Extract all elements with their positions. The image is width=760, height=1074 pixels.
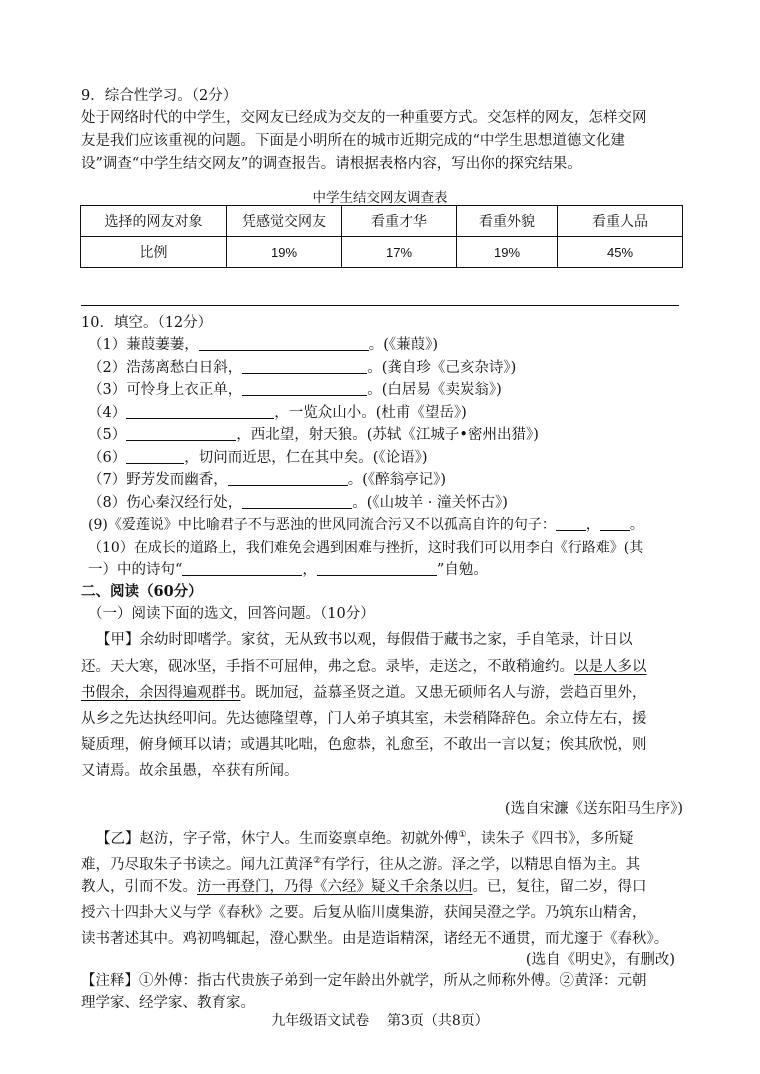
yi-line-4: 授六十四卦大义与学《春秋》之要。后复从临川虞集游，获闻吴澄之学。乃筑东山精舍， — [81, 905, 647, 921]
fill-item-source: 。(《醉翁亭记》) — [347, 472, 447, 488]
footnote-mark: ② — [313, 856, 322, 866]
jia-line-5 — [81, 734, 683, 756]
dotted-character: 邃 — [574, 931, 589, 947]
fill-item-4 — [88, 402, 688, 424]
passage-text: 于《春秋》。 — [588, 931, 669, 947]
fill-blank[interactable] — [199, 334, 369, 351]
table-cell: 17% — [342, 237, 457, 268]
table-cell: 19% — [227, 237, 342, 268]
jia-line-4: 从乡之先达执经叩问。先达德隆望尊，门人弟子填其室，未尝稍降辞色。余立侍左右，援 — [81, 711, 647, 727]
jia-line-3 — [81, 682, 683, 704]
fill-item-source: ，切问而近思，仁在其中矣。(《论语》) — [184, 450, 428, 466]
passage-text: 读书著述其中。鸡初鸣辄起，澄心默坐。由是造诣精深，诸经无不通贯，而尤 — [81, 931, 574, 947]
fill-blank[interactable] — [126, 402, 274, 419]
fill-item-text: (9)《爱莲说》中比喻君子不与恶浊的世风同流合污又不以孤高自许的句子： — [88, 517, 556, 533]
fill-item-10-line-1: （10）在成长的道路上，我们难免会遇到困难与挫折，这时我们可以用李白《行路难》(其 — [88, 540, 644, 556]
footnote-mark: ① — [458, 830, 467, 840]
fill-blank[interactable] — [126, 447, 184, 464]
survey-table-data-row — [81, 237, 683, 268]
table-cell: 45% — [558, 237, 683, 268]
yi-line-1 — [96, 824, 680, 850]
survey-table-caption: 中学生结交网友调查表 — [312, 190, 448, 206]
passage-text: 。既加冠，益慕圣贤之道。又患无硕师名人与游，尝趋百里外， — [240, 685, 647, 701]
yi-line-2 — [81, 850, 683, 876]
fill-item-text: （3）可怜身上衣正单， — [88, 382, 243, 398]
fill-blank[interactable] — [600, 514, 630, 531]
fill-blank[interactable] — [126, 424, 236, 441]
fill-item-10-line-2 — [88, 559, 688, 581]
fill-item-source: 。(白居易《卖炭翁》) — [367, 382, 502, 398]
jia-line-2 — [81, 656, 683, 678]
page-footer: 九年级语文试卷 第3页（共8页） — [271, 1013, 489, 1029]
q9-title: 9．综合性学习。（2分） — [81, 88, 238, 104]
section-2-title: 二、阅读（60分） — [81, 583, 203, 600]
fill-item-7 — [88, 469, 688, 491]
table-header-cell: 看重外貌 — [457, 206, 558, 237]
fill-blank[interactable] — [228, 469, 348, 486]
passage-text: 。已，复往，留二岁，得口 — [472, 879, 647, 895]
passage-text: 教人，引而不发。 — [81, 879, 197, 895]
table-header-cell: 看重才华 — [342, 206, 457, 237]
fill-blank[interactable] — [242, 379, 367, 396]
fill-item-1 — [88, 334, 688, 356]
fill-item-5 — [88, 424, 688, 446]
fill-item-end: ”自勉。 — [436, 562, 488, 578]
fill-blank[interactable] — [182, 559, 302, 576]
q10-title: 10．填空。（12分） — [81, 315, 213, 331]
survey-table — [80, 205, 683, 268]
table-row-label: 比例 — [81, 237, 227, 268]
yi-line-3 — [81, 876, 683, 898]
fill-item-2 — [88, 357, 688, 379]
passage-text: 疑质理，俯身倾耳以请；或遇其叱咄，色愈恭，礼愈至，不敢出一言以复； — [81, 737, 560, 753]
underlined-sentence: 以是人多以 — [574, 659, 647, 675]
fill-item-end: 。 — [629, 517, 644, 533]
fill-item-text: （7）野芳发而幽香， — [88, 472, 228, 488]
passage-text: 难，乃尽取朱子书读之。闻九江黄泽 — [81, 856, 313, 873]
passage-text: ，读朱子《四书》，多所疑 — [466, 830, 634, 847]
jia-source: (选自宋濂《送东阳马生序》) — [504, 801, 683, 817]
fill-item-3 — [88, 379, 688, 401]
fill-item-text: （1）蒹葭萋萋， — [88, 337, 199, 353]
jia-line-1: 【甲】余幼时即嗜学。家贫，无从致书以观，每假借于藏书之家，手自笔录，计日以 — [96, 632, 633, 648]
yi-line-5 — [81, 928, 683, 950]
fill-item-text: （6） — [88, 450, 127, 466]
passage-text: 还。天大寒，砚冰坚，手指不可屈伸，弗之怠。录毕，走送之，不敢稍逾约。 — [81, 659, 574, 675]
yi-source: (选自《明史》，有删改) — [525, 952, 675, 968]
fill-item-text: （2）浩荡离愁白日斜， — [88, 360, 243, 376]
notes-line-1: 【注释】①外傅：指古代贵族子弟到一定年龄出外就学，所从之师称外傅。②黄泽：元朝 — [81, 973, 647, 989]
underlined-sentence: 书假余，余因得遍观群书 — [81, 685, 241, 701]
fill-item-source: 。(《山坡羊 · 潼关怀古》) — [352, 495, 508, 511]
fill-item-8 — [88, 492, 688, 514]
fill-item-text: （5） — [88, 427, 127, 443]
jia-line-6: 又请焉。故余虽愚，卒获有所闻。 — [81, 763, 299, 779]
fill-item-source: 。(《蒹葭》) — [368, 337, 439, 353]
survey-table-header-row — [81, 206, 683, 237]
fill-item-source: 。(龚自珍《己亥杂诗》) — [367, 360, 517, 376]
fill-blank[interactable] — [556, 514, 586, 531]
underlined-sentence: 汸一再登门，乃得《六经》疑义千余条以归 — [197, 879, 473, 895]
q9-intro-line-3: 设”调查“中学生结交网友”的调查报告。请根据表格内容，写出你的探究结果。 — [81, 156, 582, 172]
fill-item-6 — [88, 447, 688, 469]
fill-item-source: ，一览众山小。(杜甫《望岳》) — [274, 405, 467, 421]
answer-line[interactable] — [81, 305, 679, 306]
q9-intro-line-2: 友是我们应该重视的问题。下面是小明所在的城市近期完成的“中学生思想道德文化建 — [81, 133, 625, 149]
table-header-cell: 选择的网友对象 — [81, 206, 227, 237]
reading-1-instructions: （一）阅读下面的选文，回答问题。（10分） — [88, 606, 375, 622]
fill-blank[interactable] — [242, 357, 367, 374]
passage-text: 其欣悦，则 — [574, 737, 647, 753]
q9-intro-line-1: 处于网络时代的中学生，交网友已经成为交友的一种重要方式。交怎样的网友，怎样交网 — [81, 110, 647, 126]
table-header-cell: 看重人品 — [558, 206, 683, 237]
fill-item-text: （4） — [88, 405, 127, 421]
fill-item-separator: ， — [302, 562, 317, 578]
dotted-character: 俟 — [559, 737, 574, 753]
notes-line-2: 理学家、经学家、教育家。 — [81, 995, 255, 1011]
fill-item-text: （8）伤心秦汉经行处， — [88, 495, 243, 511]
fill-blank[interactable] — [242, 492, 352, 509]
passage-text: 有学行，往从之游。泽之学，以精思自悟为主。其 — [321, 856, 641, 873]
fill-item-source: ，西北望，射天狼。(苏轼《江城子•密州出猎》) — [236, 427, 539, 443]
table-header-cell: 凭感觉交网友 — [227, 206, 342, 237]
table-cell: 19% — [457, 237, 558, 268]
fill-item-separator: ， — [585, 517, 600, 533]
fill-item-9 — [88, 514, 686, 536]
passage-text: 【乙】赵汸，字子常，休宁人。生而姿禀卓绝。初就外傅 — [96, 830, 459, 847]
fill-item-text: 一）中的诗句“ — [88, 562, 183, 578]
fill-blank[interactable] — [317, 559, 437, 576]
